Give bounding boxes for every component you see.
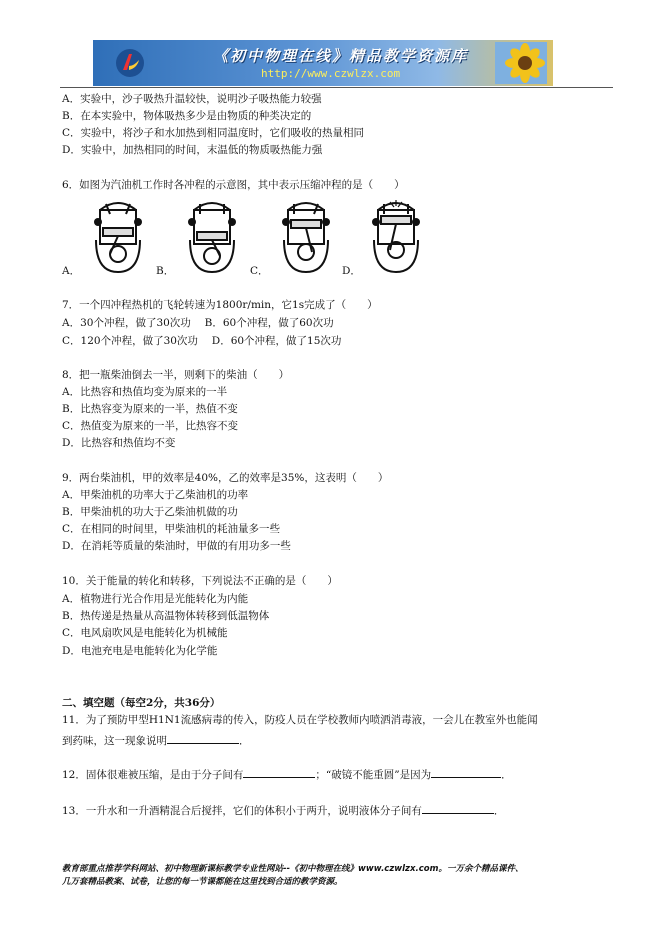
banner-url[interactable]: http://www.czwlzx.com bbox=[261, 67, 401, 80]
q7-stem: 7．一个四冲程热机的飞轮转速为1800r/min，它1s完成了（ ） bbox=[62, 299, 378, 311]
q10-stem: 10．关于能量的转化和转移，下列说法不正确的是（ ） bbox=[62, 575, 338, 587]
engine-diagram-a bbox=[86, 192, 150, 274]
q12-end: ． bbox=[501, 769, 512, 781]
footer-line-1: 教育部重点推荐学科网站、初中物理新课标教学专业性网站--《初中物理在线》www.czwlzx.com。一万余个精品课件、 bbox=[62, 864, 524, 874]
q8-option-b: B．比热容变为原来的一半，热值不变 bbox=[62, 403, 238, 415]
q10-option-c: C．电风扇吹风是电能转化为机械能 bbox=[62, 627, 228, 639]
page-footer bbox=[62, 863, 607, 889]
q6-label-d: D． bbox=[342, 265, 361, 277]
q13-line bbox=[62, 802, 504, 818]
q11-line1: 11．为了预防甲型H1N1流感病毒的传入，防疫人员在学校教师内喷洒消毒液，一会儿在教室外也能闻 bbox=[62, 714, 538, 726]
header-rule bbox=[60, 87, 613, 88]
q11-end: ． bbox=[239, 735, 250, 747]
q6-label-a: A． bbox=[62, 265, 81, 277]
q9-stem: 9．两台柴油机，甲的效率是40%，乙的效率是35%，这表明（ ） bbox=[62, 472, 389, 484]
q8-stem: 8．把一瓶柴油倒去一半，则剩下的柴油（ ） bbox=[62, 369, 290, 381]
header-banner bbox=[93, 40, 553, 86]
q8-option-d: D．比热容和热值均不变 bbox=[62, 437, 176, 449]
q13-end: ． bbox=[493, 805, 505, 817]
q10-option-d: D．电池充电是电能转化为化学能 bbox=[62, 645, 218, 657]
q7-options-row2: C．120个冲程，做了30次功 D．60个冲程，做了15次功 bbox=[62, 335, 342, 347]
q5-option-b: B．在本实验中，物体吸热多少是由物质的种类决定的 bbox=[62, 110, 312, 122]
q12-text-b: ；“破镜不能重圆”是因为 bbox=[315, 769, 432, 781]
q5-option-a: A．实验中，沙子吸热升温较快，说明沙子吸热能力较强 bbox=[62, 93, 322, 105]
q12-answer-blank-2[interactable] bbox=[431, 766, 501, 778]
engine-diagram-b bbox=[180, 192, 244, 274]
q6-label-c: C． bbox=[250, 265, 269, 277]
q11-text: 到药味，这一现象说明 bbox=[62, 735, 167, 747]
q10-option-a: A．植物进行光合作用是光能转化为内能 bbox=[62, 593, 249, 605]
q13-answer-blank[interactable] bbox=[422, 802, 494, 814]
section-heading: 二、填空题（每空2分，共36分） bbox=[62, 697, 221, 709]
q9-option-d: D．在消耗等质量的柴油时，甲做的有用功多一些 bbox=[62, 540, 291, 552]
q9-option-a: A．甲柴油机的功率大于乙柴油机的功率 bbox=[62, 489, 249, 501]
q7-options-row1: A．30个冲程，做了30次功 B．60个冲程，做了60次功 bbox=[62, 317, 334, 329]
q9-option-b: B．甲柴油机的功大于乙柴油机做的功 bbox=[62, 506, 238, 518]
q6-engine-diagrams bbox=[62, 192, 462, 282]
q8-option-a: A．比热容和热值均变为原来的一半 bbox=[62, 386, 228, 398]
engine-diagram-d bbox=[364, 192, 428, 274]
q10-option-b: B．热传递是热量从高温物体转移到低温物体 bbox=[62, 610, 270, 622]
sunflower-icon bbox=[495, 42, 547, 84]
site-logo-icon bbox=[115, 48, 145, 78]
q6-stem: 6．如图为汽油机工作时各冲程的示意图，其中表示压缩冲程的是（ ） bbox=[62, 179, 405, 191]
banner-title: 《初中物理在线》精品教学资源库 bbox=[213, 47, 469, 65]
q12-line bbox=[62, 766, 512, 782]
q9-option-c: C．在相同的时间里，甲柴油机的耗油量多一些 bbox=[62, 523, 281, 535]
q5-option-c: C．实验中，将沙子和水加热到相同温度时，它们吸收的热量相同 bbox=[62, 127, 365, 139]
q11-line2 bbox=[62, 732, 250, 748]
q12-text-a: 12．固体很难被压缩，是由于分子间有 bbox=[62, 769, 244, 781]
q11-answer-blank[interactable] bbox=[167, 732, 239, 744]
footer-line-2: 几万套精品教案、试卷，让您的每一节课都能在这里找到合适的教学资源。 bbox=[62, 877, 343, 887]
q5-option-d: D．实验中，加热相同的时间，末温低的物质吸热能力强 bbox=[62, 144, 323, 156]
q8-option-c: C．热值变为原来的一半，比热容不变 bbox=[62, 420, 239, 432]
q12-answer-blank-1[interactable] bbox=[243, 766, 315, 778]
q6-label-b: B． bbox=[156, 265, 175, 277]
engine-diagram-c bbox=[274, 192, 338, 274]
q13-text: 13．一升水和一升酒精混合后搅拌，它们的体积小于两升，说明液体分子间有 bbox=[62, 805, 422, 817]
